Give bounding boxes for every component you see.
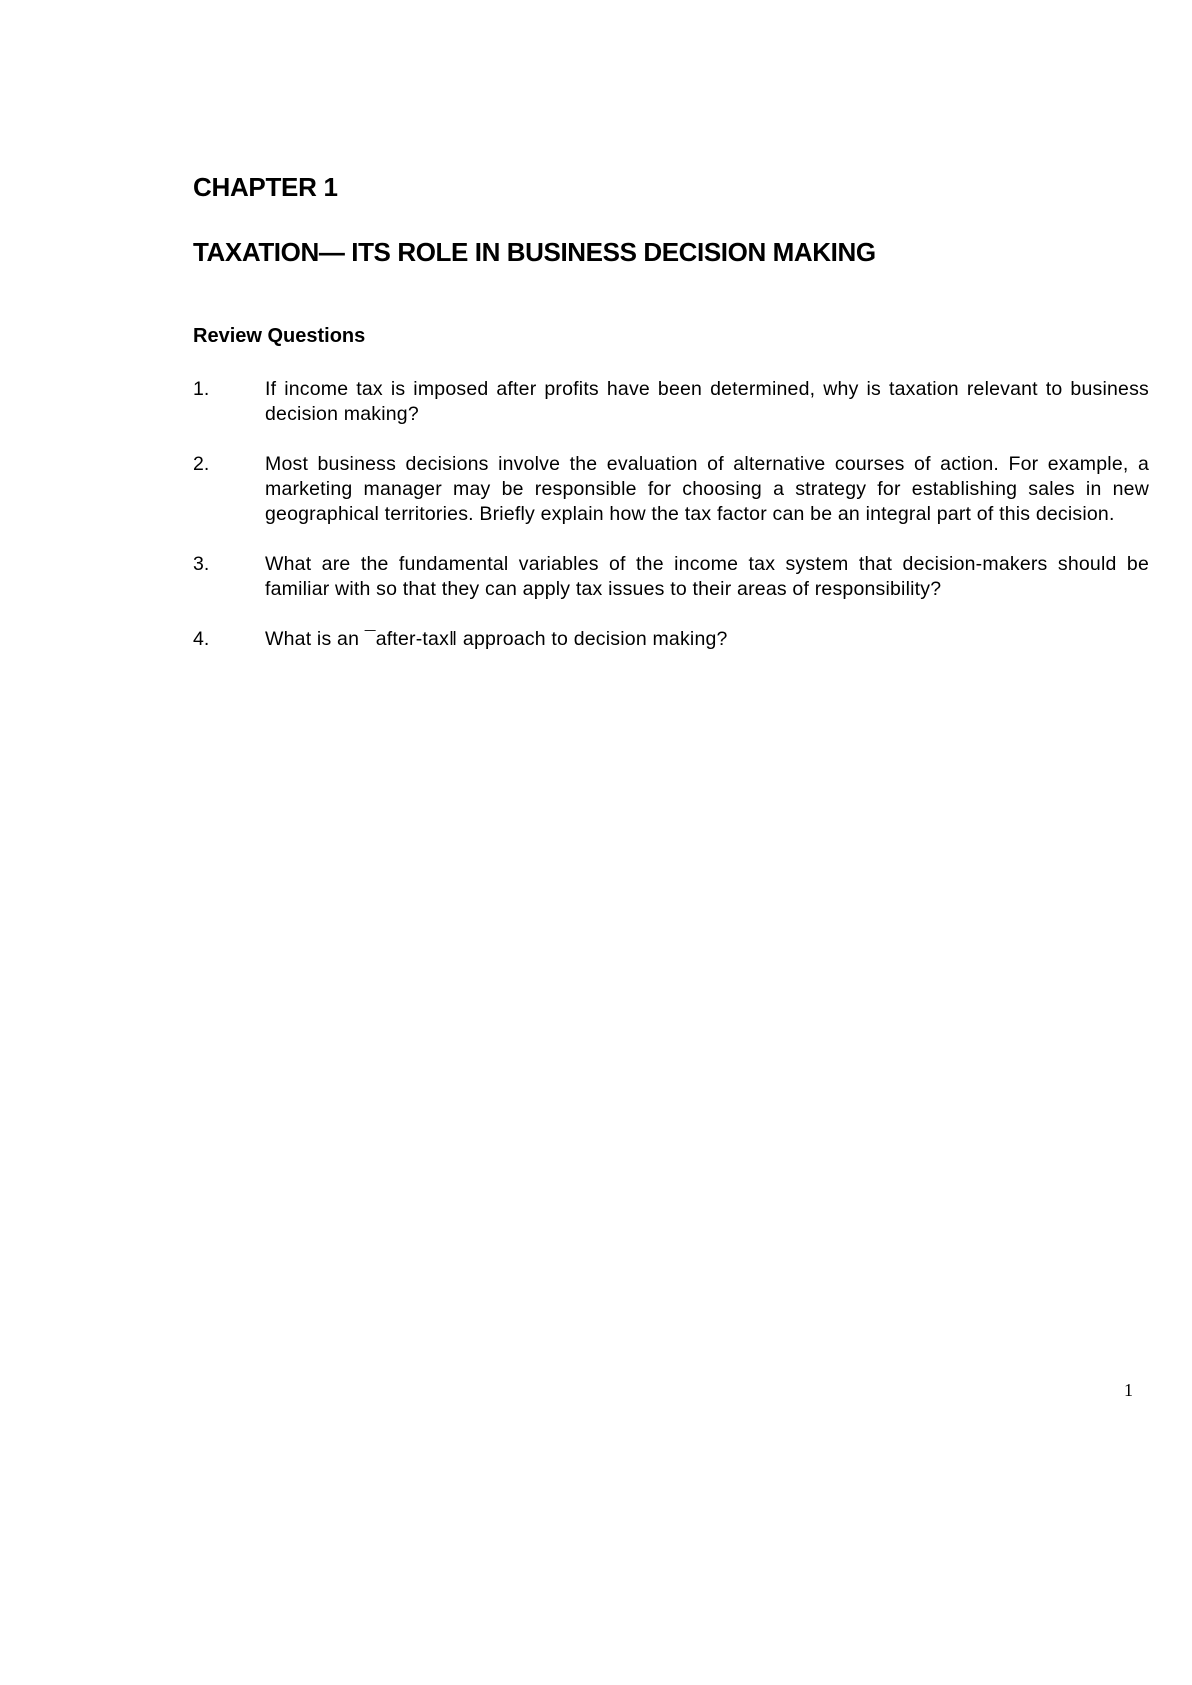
question-text: What is an ¯after-tax‖ approach to decision making? (265, 628, 728, 650)
page-number: 1 (1124, 1380, 1133, 1400)
chapter-heading: CHAPTER 1 (193, 172, 338, 202)
question-text: If income tax is imposed after profits have been determined, why is taxation relevant to business decision making? (265, 378, 1149, 425)
question-item-4 (193, 627, 1149, 652)
chapter-title: TAXATION— ITS ROLE IN BUSINESS DECISION MAKING (193, 237, 876, 267)
question-number: 1. (193, 378, 210, 400)
question-text: Most business decisions involve the evaluation of alternative courses of action. For example, a marketing manager may be responsible for choosing a strategy for establishing sales in new geographical territories. Briefly explain how the tax factor can be an integral part of this decision. (265, 453, 1149, 525)
question-number: 2. (193, 453, 210, 475)
question-item-2 (193, 452, 1149, 527)
question-number: 4. (193, 628, 210, 650)
section-heading: Review Questions (193, 325, 366, 347)
question-item-1 (193, 377, 1149, 427)
review-questions-list (193, 377, 1149, 677)
question-text: What are the fundamental variables of the income tax system that decision-makers should be familiar with so that they can apply tax issues to their areas of responsibility? (265, 553, 1149, 600)
question-number: 3. (193, 553, 210, 575)
question-item-3 (193, 552, 1149, 602)
